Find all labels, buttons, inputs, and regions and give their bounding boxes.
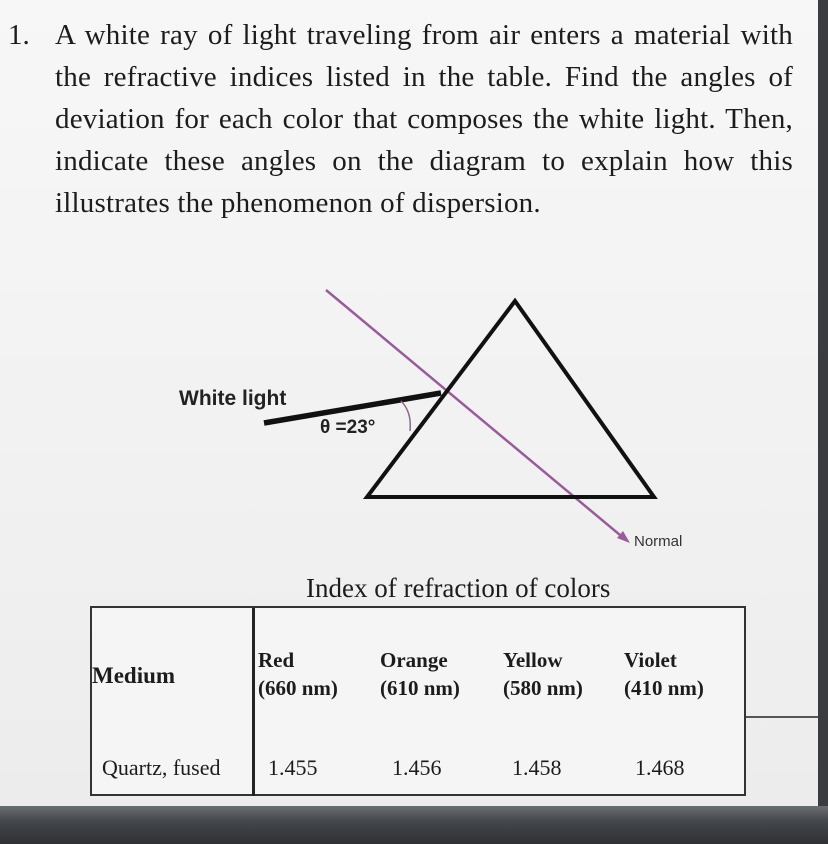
- table-column-divider: [252, 608, 255, 796]
- header-violet: [624, 646, 704, 702]
- row-value-orange: 1.456: [392, 755, 442, 780]
- angle-label: θ =23°: [320, 417, 376, 438]
- question-text: A white ray of light traveling from air enters a material with the refractive indices listed in the table. Find the angles of deviation for each color that composes the white light. Then, indicate these angles on the diagram to explain how this illustrates the phenomenon of dispersion.: [55, 19, 793, 219]
- header-yellow-name: Yellow: [503, 648, 563, 672]
- row-value-red: 1.455: [268, 755, 318, 780]
- header-orange: [380, 646, 460, 702]
- header-red: [258, 646, 338, 702]
- normal-label: Normal: [634, 533, 683, 550]
- header-yellow: [503, 646, 583, 702]
- row-value-yellow: 1.458: [512, 755, 562, 780]
- header-orange-name: Orange: [380, 648, 448, 672]
- header-orange-wavelength: (610 nm): [380, 676, 460, 700]
- header-medium: Medium: [92, 663, 176, 688]
- header-red-name: Red: [258, 648, 295, 672]
- angle-arc: [401, 401, 410, 431]
- table-side-rule: [746, 716, 818, 718]
- header-red-wavelength: (660 nm): [258, 676, 338, 700]
- table-title: Index of refraction of colors: [306, 573, 611, 603]
- question-number: 1.: [8, 19, 30, 51]
- row-value-violet: 1.468: [635, 755, 685, 780]
- header-violet-wavelength: (410 nm): [624, 676, 704, 700]
- header-violet-name: Violet: [624, 648, 677, 672]
- row-medium-name: Quartz, fused: [102, 755, 221, 780]
- white-light-label: White light: [179, 387, 287, 410]
- normal-line: [326, 290, 626, 540]
- header-yellow-wavelength: (580 nm): [503, 676, 583, 700]
